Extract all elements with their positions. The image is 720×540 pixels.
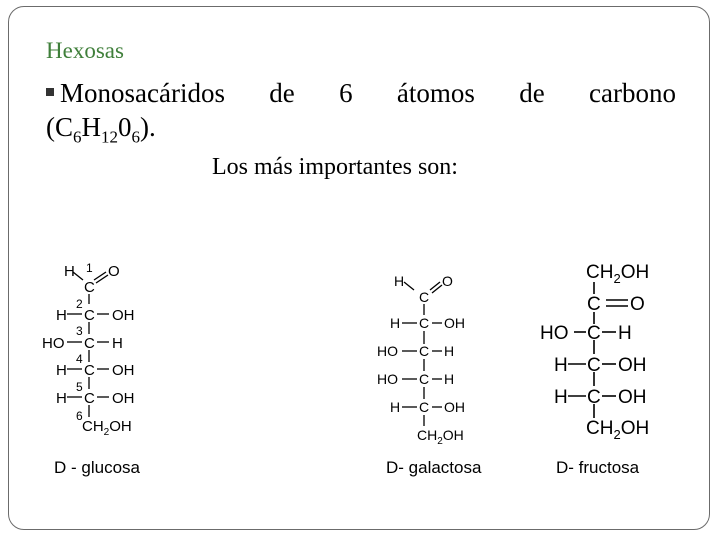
- group-ch2oh: $CH_2OH$: [417, 427, 464, 447]
- atom-o: O: [108, 263, 120, 280]
- group-oh: OH: [618, 355, 647, 376]
- atom-h: H: [554, 387, 568, 408]
- atom-c: C: [587, 294, 601, 315]
- glucose-structure: [36, 258, 166, 438]
- atom-c: C: [84, 335, 95, 352]
- group-ho: HO: [540, 323, 569, 344]
- carbon-number: 4: [76, 352, 83, 366]
- carbon-number: 2: [76, 297, 83, 311]
- bullet-word: átomos: [396, 78, 475, 108]
- fructose-structure: [536, 256, 686, 446]
- atom-o: O: [442, 273, 453, 289]
- bullet-square-icon: [46, 88, 54, 96]
- group-oh: OH: [112, 390, 135, 407]
- atom-c: C: [419, 343, 430, 359]
- group-ch2oh: $CH_2OH$: [82, 418, 132, 438]
- atom-c: C: [84, 362, 95, 379]
- group-oh: OH: [444, 315, 465, 331]
- atom-c: C: [587, 355, 601, 376]
- atom-c: C: [419, 315, 430, 331]
- group-ho: HO: [377, 371, 398, 387]
- group-oh: OH: [618, 387, 647, 408]
- bullet-word: carbono: [589, 78, 676, 108]
- atom-h: H: [390, 315, 401, 331]
- atom-h: H: [56, 390, 67, 407]
- atom-h: H: [56, 307, 67, 324]
- atom-h: H: [394, 273, 405, 289]
- bullet-word: de: [269, 78, 295, 108]
- slide-title: Hexosas: [46, 38, 124, 63]
- bullet-word: 6: [339, 78, 353, 108]
- atom-c: C: [419, 399, 430, 415]
- group-ho: HO: [42, 335, 65, 352]
- carbon-number: 5: [76, 380, 83, 394]
- atom-c: C: [84, 307, 95, 324]
- atom-c: C: [419, 371, 430, 387]
- carbon-number: 1: [86, 261, 93, 275]
- atom-h: H: [64, 263, 75, 280]
- bullet-word: de: [519, 78, 545, 108]
- atom-h: H: [618, 323, 632, 344]
- galactose-structure: [370, 268, 500, 448]
- atom-h: H: [390, 399, 401, 415]
- group-ch2oh: $CH_2OH$: [586, 418, 650, 442]
- atom-h: H: [56, 362, 67, 379]
- caption-glucose: D - glucosa: [54, 458, 140, 477]
- atom-o: O: [630, 294, 645, 315]
- atom-c: C: [84, 279, 95, 296]
- bullet-line: [46, 78, 676, 109]
- group-oh: OH: [112, 362, 135, 379]
- atom-c: C: [587, 387, 601, 408]
- group-oh: OH: [444, 399, 465, 415]
- group-oh: OH: [112, 307, 135, 324]
- atom-c: C: [587, 323, 601, 344]
- molecular-formula: $(C_6H_{12}0_6)$.: [46, 112, 156, 147]
- carbon-number: 6: [76, 409, 83, 423]
- atom-h: H: [554, 355, 568, 376]
- atom-h: H: [444, 371, 455, 387]
- carbon-number: 3: [76, 324, 83, 338]
- bullet-first-word: Monosacáridos: [46, 78, 225, 109]
- group-ch2oh: $CH_2OH$: [586, 262, 650, 286]
- subheading: Los más importantes son:: [212, 154, 458, 180]
- group-ho: HO: [377, 343, 398, 359]
- caption-galactose: D- galactosa: [386, 458, 482, 477]
- atom-h: H: [112, 335, 123, 352]
- caption-fructose: D- fructosa: [556, 458, 640, 477]
- atom-h: H: [444, 343, 455, 359]
- atom-c: C: [419, 289, 430, 305]
- atom-c: C: [84, 390, 95, 407]
